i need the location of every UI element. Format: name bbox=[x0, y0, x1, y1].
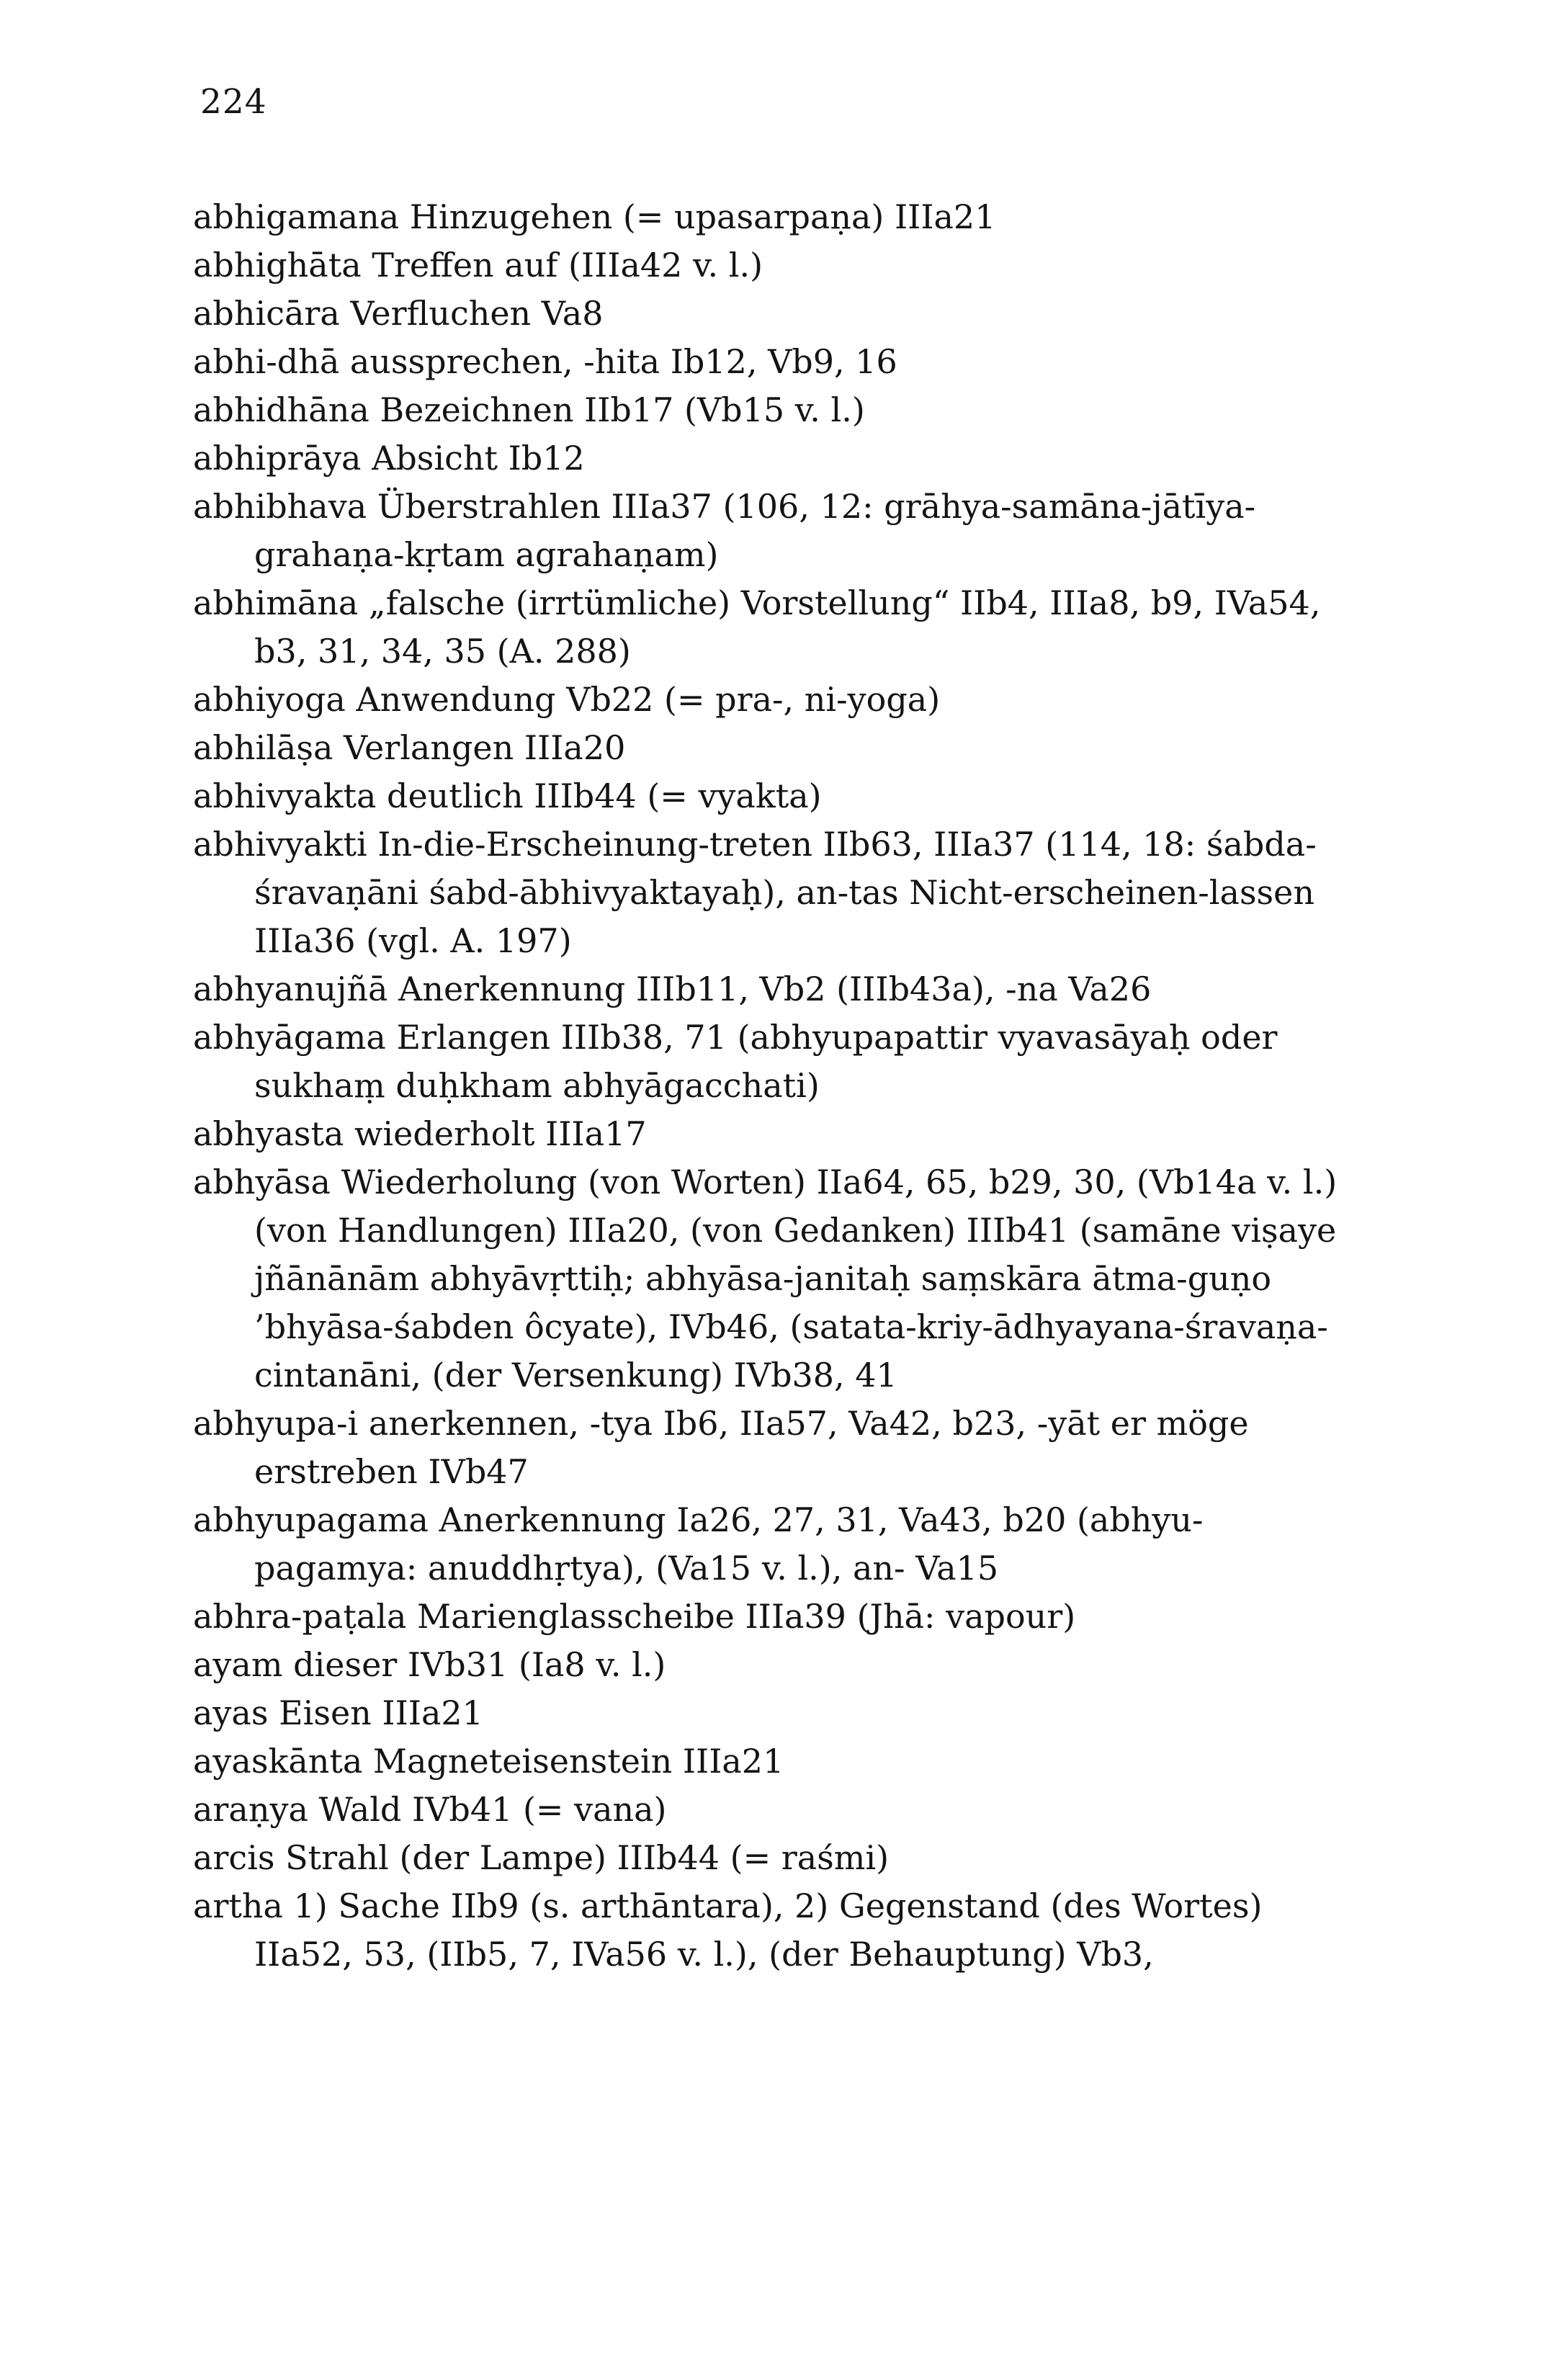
index-entry: abhilāṣa Verlangen IIIa20 bbox=[193, 728, 626, 767]
index-entry: abhyāgama Erlangen IIIb38, 71 (abhyupapattir vyavasāyaḥ oder sukhaṃ duḥkham abhyāgacchati) bbox=[193, 1018, 1278, 1105]
index-entry: abhyasta wiederholt IIIa17 bbox=[193, 1114, 647, 1153]
index-entry: abhivyakta deutlich IIIb44 (= vyakta) bbox=[193, 776, 822, 815]
index-entry: abhyanujñā Anerkennung IIIb11, Vb2 (IIIb43a), -na Va26 bbox=[193, 970, 1152, 1008]
page-number: 224 bbox=[200, 82, 267, 122]
index-entry: abhiprāya Absicht Ib12 bbox=[193, 439, 585, 478]
index-entry: araṇya Wald IVb41 (= vana) bbox=[193, 1790, 667, 1829]
index-entry-list bbox=[193, 193, 1360, 1979]
index-entry: ayas Eisen IIIa21 bbox=[193, 1693, 483, 1732]
index-entry: arcis Strahl (der Lampe) IIIb44 (= raśmi) bbox=[193, 1838, 890, 1877]
index-entry: abhra-paṭala Marienglasscheibe IIIa39 (Jhā: vapour) bbox=[193, 1597, 1076, 1636]
index-entry: abhi-dhā aussprechen, -hita Ib12, Vb9, 16 bbox=[193, 342, 897, 381]
index-entry: abhyāsa Wiederholung (von Worten) IIa64, 65, b29, 30, (Vb14a v. l.) (von Handlungen) IIIa20, (von Gedanken) IIIb41 (samāne viṣaye jñānānām abhyāvṛttiḥ; abhyāsa-janitaḥ saṃskāra ātma-guṇo ’bhyāsa-śabden ôcyate), IVb46, (satata-kriy-ādhyayana-śravaṇa-cintanāni, (der Versenkung) IVb38, 41 bbox=[193, 1163, 1338, 1395]
index-entry: abhivyakti In-die-Erscheinung-treten IIb63, IIIa37 (114, 18: śabda-śravaṇāni śabd-ābhivyaktayaḥ), an-tas Nicht-erscheinen-lassen IIIa36 (vgl. A. 197) bbox=[193, 825, 1317, 960]
index-entry: abhibhava Überstrahlen IIIa37 (106, 12: grāhya-samāna-jātīya-grahaṇa-kṛtam agrahaṇam) bbox=[193, 487, 1256, 574]
index-entry: ayaskānta Magneteisenstein IIIa21 bbox=[193, 1742, 784, 1781]
index-entry: abhidhāna Bezeichnen IIb17 (Vb15 v. l.) bbox=[193, 390, 865, 429]
index-entry: abhimāna „falsche (irrtümliche) Vorstellung“ IIb4, IIIa8, b9, IVa54, b3, 31, 34, 35 (A. 288) bbox=[193, 583, 1321, 671]
index-entry: abhighāta Treffen auf (IIIa42 v. l.) bbox=[193, 246, 763, 285]
index-entry: abhyupa-i anerkennen, -tya Ib6, IIa57, Va42, b23, -yāt er möge erstreben IVb47 bbox=[193, 1404, 1249, 1491]
index-entry: abhigamana Hinzugehen (= upasarpaṇa) IIIa21 bbox=[193, 197, 996, 236]
index-entry: artha 1) Sache IIb9 (s. arthāntara), 2) Gegenstand (des Wortes) IIa52, 53, (IIb5, 7, IVa56 v. l.), (der Behauptung) Vb3, bbox=[193, 1886, 1263, 1974]
index-entry: ayam dieser IVb31 (Ia8 v. l.) bbox=[193, 1645, 666, 1684]
index-entry: abhicāra Verfluchen Va8 bbox=[193, 294, 604, 333]
index-entry: abhyupagama Anerkennung Ia26, 27, 31, Va43, b20 (abhyu-pagamya: anuddhṛtya), (Va15 v. l.), an- Va15 bbox=[193, 1500, 1204, 1588]
index-entry: abhiyoga Anwendung Vb22 (= pra-, ni-yoga) bbox=[193, 680, 941, 719]
